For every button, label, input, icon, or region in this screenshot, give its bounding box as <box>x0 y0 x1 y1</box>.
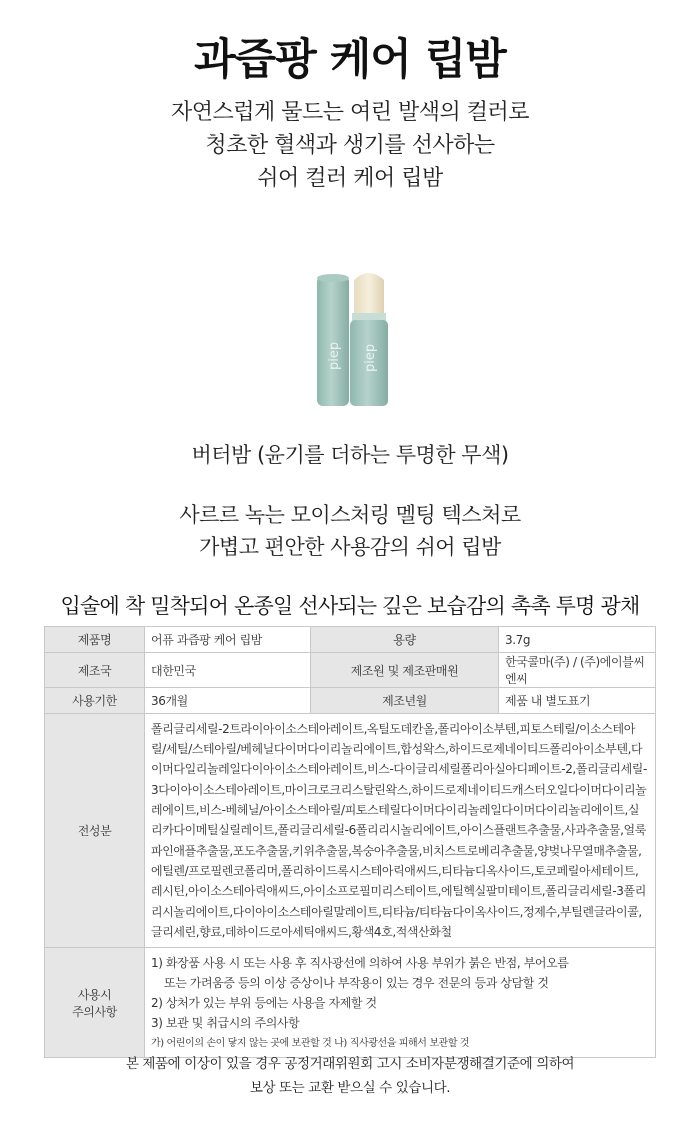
table-row <box>45 627 656 653</box>
lip-balm-illustration <box>280 258 420 408</box>
variant-label: 버터밤 (윤기를 더하는 투명한 무색) <box>191 443 509 467</box>
caution-label <box>45 948 145 1058</box>
balm-stick-shape <box>350 273 388 406</box>
table-row <box>45 688 656 714</box>
caution-line: 2) 상처가 있는 부위 등에는 사용을 자제할 것 <box>151 995 377 1010</box>
product-name-value: 어퓨 과즙팡 케어 립밤 <box>145 627 311 653</box>
country-label: 제조국 <box>45 653 145 688</box>
intro-line: 쉬어 컬러 케어 립밤 <box>257 166 443 191</box>
cap-shape <box>317 274 349 406</box>
ingredients-value: 폴리글리세릴-2트라이아이소스테아레이트,옥틸도데칸올,폴리아이소부텐,피토스테릴/이소스테아릴/세틸/스테아릴/베헤닐다이머다이리놀리에이트,합성왁스,하이드로제네이티드폴리아이소부텐,다이머다일리놀레일다이아이소스테아레이트,비스-다이글리세릴폴리아실아디페이트-2,폴리글리세릴-3다이아이소스테아레이트,마이크로크리스탈린왁스,하이드로제네이티드캐스터오일다이머다이리놀레에이트,비스-베헤닐/아이소스테아릴/피토스테릴다이머다이리놀레일다이머다이리놀리에이트,실리카다이메틸실릴레이트,폴리글리세릴-6폴리리시놀리에이트,아이스플랜트추출물,사과추출물,얼룩파인애플추출물,포도추출물,키위추출물,복숭아추출물,비치스트로베리추출물,양벚나무열매추출물,에틸렌/프로필렌코폴리머,폴리하이드록시스테아릭애씨드,티타늄디옥사이드,토코페릴아세테이트,레시틴,아이소스테아릭애씨드,아이소프로필미리스테이트,에틸헥실팔미테이트,폴리글리세릴-3폴리리시놀리에이트,다이아이소스테아릴말레이트,티타늄/티타늄다이옥사이드,정제수,부틸렌글라이콜,글리세린,향료,데하이드로아세틱애씨드,황색4호,적색산화철 <box>145 714 656 948</box>
maker-label: 제조원 및 제조판매원 <box>311 653 499 688</box>
caution-value <box>145 948 656 1058</box>
volume-value: 3.7g <box>499 627 656 653</box>
footer-notice <box>0 1052 700 1100</box>
table-row <box>45 948 656 1058</box>
caution-line: 1) 화장품 사용 시 또는 사용 후 직사광선에 의하여 사용 부위가 붉은 반점, 부어오름 <box>151 955 569 970</box>
product-name-label: 제품명 <box>45 627 145 653</box>
mfg-date-label: 제조년월 <box>311 688 499 714</box>
intro-copy <box>0 96 700 195</box>
mfg-date-value: 제품 내 별도표기 <box>499 688 656 714</box>
product-image <box>280 258 420 408</box>
texture-line: 사르르 녹는 모이스처링 멜팅 텍스처로 <box>179 503 521 527</box>
caution-line: 3) 보관 및 취급시의 주의사항 <box>151 1015 300 1030</box>
footer-line: 보상 또는 교환 받으실 수 있습니다. <box>249 1080 451 1096</box>
texture-line: 가볍고 편안한 사용감의 쉬어 립밤 <box>199 535 501 559</box>
expiry-value: 36개월 <box>145 688 311 714</box>
benefit-headline: 입술에 착 밀착되어 온종일 선사되는 깊은 보습감의 촉촉 투명 광채 <box>60 594 640 618</box>
tube-brand-text: piep <box>363 343 378 372</box>
footer-line: 본 제품에 이상이 있을 경우 공정거래위원회 고시 소비자분쟁해결기준에 의하여 <box>125 1056 575 1072</box>
intro-line: 자연스럽게 물드는 여린 발색의 컬러로 <box>170 100 529 125</box>
product-info-table <box>44 626 656 1058</box>
ingredients-label: 전성분 <box>45 714 145 948</box>
expiry-label: 사용기한 <box>45 688 145 714</box>
texture-copy <box>0 499 700 563</box>
cap-brand-text: piep <box>327 341 342 370</box>
intro-line: 청초한 혈색과 생기를 선사하는 <box>205 133 495 158</box>
country-value: 대한민국 <box>145 653 311 688</box>
caution-line: 또는 가려움증 등의 이상 증상이나 부작용이 있는 경우 전문의 등과 상담할 것 <box>164 975 549 990</box>
table-row <box>45 653 656 688</box>
caution-subnote: 가) 어린이의 손이 닿지 않는 곳에 보관할 것 나) 직사광선을 피해서 보관할 것 <box>151 1037 470 1049</box>
maker-value: 한국콜마(주) / (주)에이블씨엔씨 <box>499 653 656 688</box>
table-row <box>45 714 656 948</box>
page-title: 과즙팡 케어 립밤 <box>194 35 506 85</box>
caution-label-line: 주의사항 <box>72 1004 117 1019</box>
caution-label-line: 사용시 <box>77 987 112 1002</box>
volume-label: 용량 <box>311 627 499 653</box>
